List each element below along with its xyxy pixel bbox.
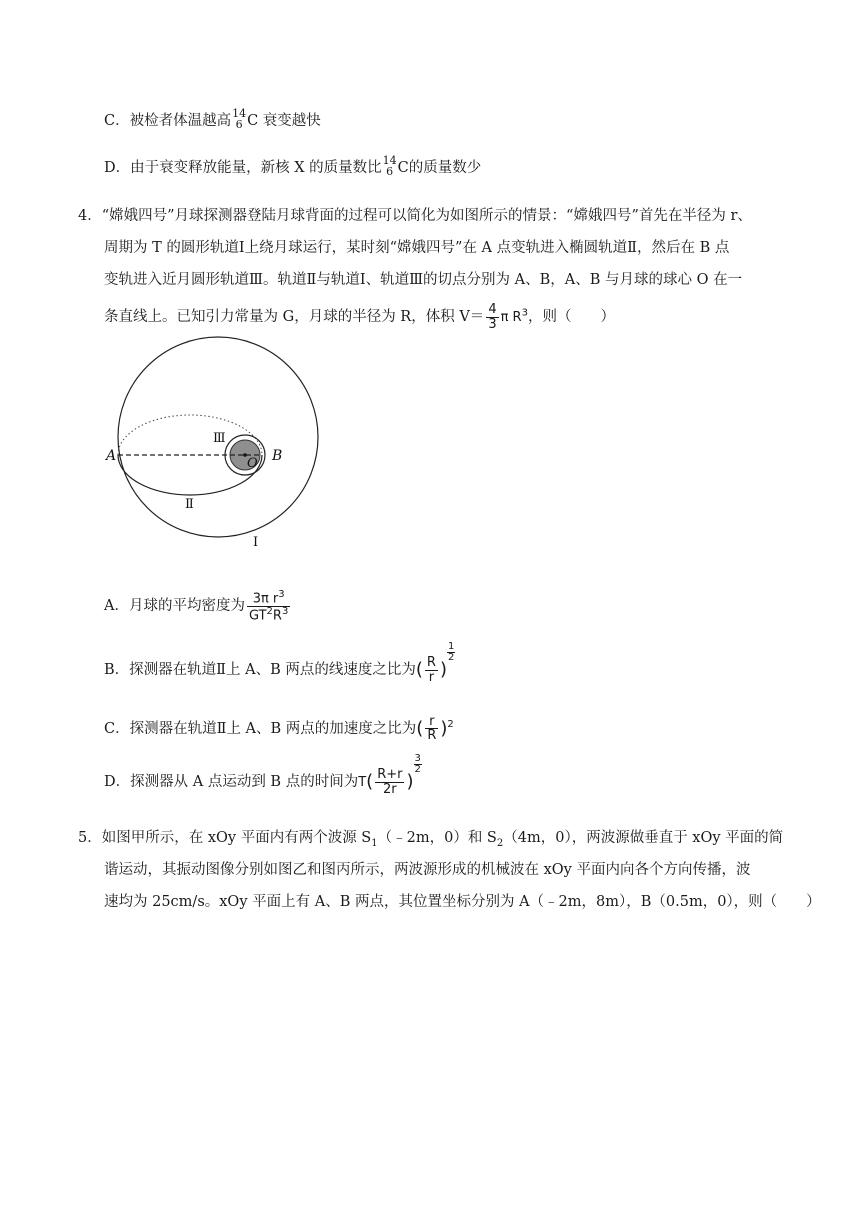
q4-stem-line-1: 4．“嫦娥四号”月球探测器登陆月球背面的过程可以简化为如图所示的情景：“嫦娥四号”首先在半径为 r、 [78,208,752,224]
label-b: B [272,448,283,464]
label-ii: Ⅱ [185,497,194,512]
time-fraction: $\frac{R+r}{2r}$ [377,766,403,797]
velocity-ratio-fraction: $\frac{R}{r}$ [426,654,436,685]
q4-option-d: D．探测器从 A 点运动到 B 点的时间为T( $\frac{R+r}{2r}$ ) $\frac{3}{2}$ [104,753,421,797]
q5-stem-line-1: 5．如图甲所示，在 xOy 平面内有两个波源 $S_1(﹣2m$，0）和 $S_2(4m$，0），两波源做垂直于 xOy 平面的简 [78,830,784,849]
density-fraction: $\frac{3\pi r^3}{GT^2R^3}$ [248,588,289,623]
label-o: O [247,456,258,471]
isotope-c14: 14 6 [232,107,247,131]
q4-option-b: B．探测器在轨道Ⅱ上 A、B 两点的线速度之比为( $\frac{R}{r}$ ) $\frac{1}{2}$ [104,641,455,685]
acceleration-ratio-fraction: $\frac{r}{R}$ [427,713,437,744]
q4-option-c: C．探测器在轨道Ⅱ上 A、B 两点的加速度之比为( $\frac{r}{R}$ )$^2$ [104,713,454,744]
label-a: A [106,448,117,464]
q5-stem-line-2: 谐运动，其振动图像分别如图乙和图丙所示，两波源形成的机械波在 xOy 平面内向各个方向传播，波 [104,862,751,878]
q3-option-d: D．由于衰变释放能量，新核 X 的质量数比 14 6 C的质量数少 [104,154,482,178]
q4-stem-line-2: 周期为 T 的圆形轨道Ⅰ上绕月球运行，某时刻“嫦娥四号”在 A 点变轨进入椭圆轨道Ⅱ，然后在 B 点 [104,240,730,256]
q3-option-c: C．被检者体温越高 14 6 C 衰变越快 [104,107,321,131]
q4-stem-line-4: 条直线上。已知引力常量为 G，月球的半径为 R，体积 V＝ $\frac{4}{3}$ π $R^3$，则（ ） [104,302,615,332]
isotope-c14: 14 6 [382,154,397,178]
time-exponent: $\frac{3}{2}$ [414,753,421,775]
q4-option-a: A．月球的平均密度为 $\frac{3\pi r^3}{GT^2R^3}$ [104,588,289,623]
volume-fraction: $\frac{4}{3}$ [488,302,497,332]
label-iii: Ⅲ [213,431,226,446]
velocity-exponent: $\frac{1}{2}$ [447,641,455,663]
label-i: Ⅰ [253,535,259,550]
q5-stem-line-3: 速均为 25cm/s。xOy 平面上有 A、B 两点，其位置坐标分别为 A（﹣2m，8m），B（0.5m，0），则（ ） [104,894,821,910]
orbit-diagram [100,322,340,562]
q4-stem-line-3: 变轨进入近月圆形轨道Ⅲ。轨道Ⅱ与轨道Ⅰ、轨道Ⅲ的切点分别为 A、B，A、B 与月球的球心 O 在一 [104,272,743,288]
